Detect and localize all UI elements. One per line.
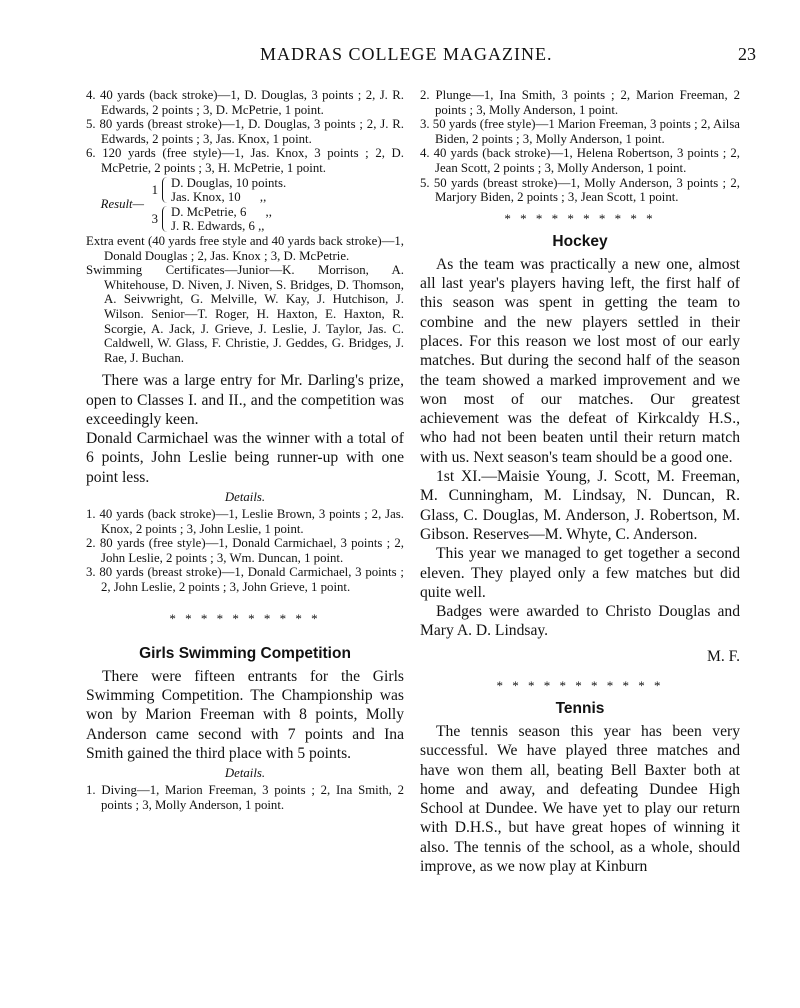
- result-rank: 1: [151, 182, 158, 197]
- section-heading: Hockey: [552, 232, 608, 250]
- darling-paragraph: There was a large entry for Mr. Darling's prize, open to Classes I. and II., and the competition was exceedingly keen.: [86, 372, 404, 428]
- hockey-paragraph: As the team was practically a new one, almost all last year's players having left, the first half of this season was spent in getting the team to combine and the new players settled in their places. For this reason we lost most of our early matches. But during the second half of the season the team showed a marked improvement and we won most of our matches. Our greatest achievement was the defeat of Kirkcaldy H.S., who had not been beaten until their return match with us. Next season's team should be a good one.: [420, 255, 740, 466]
- girls-paragraph: There were fifteen entrants for the Girls Swimming Competition. The Championship was won by Marion Freeman with 8 points, Molly Anderson came second with 7 points and Ina Smith gained the third place with 5 points.: [86, 667, 404, 762]
- tennis-paragraph: The tennis season this year has been very successful. We have played three matches and have won them all, beating Bell Baxter both at home and away, and defeating Dundee High School at Dundee. We have yet to play our return with D.H.S., but have great hopes of winning it also. The tennis of the school, as a whole, should improve, as we now play at Kinburn: [420, 722, 740, 876]
- brace-glyph: [162, 206, 167, 232]
- darling-paragraph: Donald Carmichael was the winner with a total of 6 points, John Leslie being runner-up with one point less.: [86, 430, 404, 486]
- hockey-paragraph: Badges were awarded to Christo Douglas and Mary A. D. Lindsay.: [420, 603, 740, 640]
- result-line: J. R. Edwards, 6 ,,: [171, 219, 265, 234]
- result-block: [86, 176, 404, 234]
- result-label: Result—: [100, 197, 144, 212]
- hockey-paragraph: This year we managed to get together a second eleven. They played only a few matches but did quite well.: [420, 545, 740, 601]
- event-item: 2. Plunge—1, Ina Smith, 3 points ; 2, Marion Freeman, 2 points ; 3, Molly Anderson, 1 point.: [420, 88, 740, 117]
- signature: M. F.: [707, 647, 740, 665]
- event-item: 3. 50 yards (free style)—1 Marion Freeman, 3 points ; 2, Ailsa Biden, 2 points ; 3, Molly Anderson, 1 point.: [420, 117, 740, 146]
- event-item: 4. 40 yards (back stroke)—1, Helena Robertson, 3 points ; 2, Jean Scott, 2 points ; 3, Molly Anderson, 1 point.: [420, 146, 740, 175]
- result-line: Jas. Knox, 10 ,,: [171, 190, 267, 205]
- section-divider: * * * * * * * * * * *: [496, 677, 664, 693]
- page-number: 23: [738, 44, 756, 64]
- brace-glyph: [162, 177, 167, 203]
- left-column: [86, 88, 404, 812]
- result-rank: 3: [151, 212, 158, 227]
- section-divider: * * * * * * * * * *: [169, 610, 321, 626]
- page-header: [0, 44, 800, 68]
- event-item: 4. 40 yards (back stroke)—1, D. Douglas, 3 points ; 2, J. R. Edwards, 2 points ; 3, D. McPetrie, 1 point.: [86, 88, 404, 117]
- result-line: D. McPetrie, 6 ,,: [171, 204, 272, 219]
- event-item: 1. 40 yards (back stroke)—1, Leslie Brown, 3 points ; 2, Jas. Knox, 2 points ; 3, John Leslie, 1 point.: [86, 507, 404, 536]
- result-group: [148, 205, 286, 234]
- extra-event: Extra event (40 yards free style and 40 yards back stroke)—1, Donald Douglas ; 2, Jas. Knox ; 3, D. McPetrie.: [86, 233, 404, 263]
- section-heading: Tennis: [555, 699, 605, 717]
- result-group: [148, 176, 286, 205]
- details-label: Details.: [224, 490, 266, 505]
- event-item: 3. 80 yards (breast stroke)—1, Donald Carmichael, 3 points ; 2, John Leslie, 2 points ; 3, John Grieve, 1 point.: [86, 565, 404, 595]
- section-heading: Girls Swimming Competition: [139, 644, 351, 662]
- result-line: D. Douglas, 10 points.: [171, 175, 287, 190]
- event-item: 5. 80 yards (breast stroke)—1, D. Douglas, 3 points ; 2, J. R. Edwards, 2 points ; 3, Jas. Knox, 1 point.: [86, 117, 404, 146]
- event-item: 1. Diving—1, Marion Freeman, 3 points ; 2, Ina Smith, 2 points ; 3, Molly Anderson, 1 point.: [86, 783, 404, 812]
- hockey-paragraph: 1st XI.—Maisie Young, J. Scott, M. Freeman, M. Cunningham, M. Lindsay, N. Duncan, R. Glass, C. Douglas, M. Anderson, J. Robertson, M. Gibson. Reserves—M. Whyte, C. Anderson.: [420, 468, 740, 543]
- swimming-certificates: Swimming Certificates—Junior—K. Morrison, A. Whitehouse, D. Niven, J. Niven, S. Bridges, D. Thomson, A. Seivwright, G. Melville, W. Kay, J. Hutchison, J. Wilson. Senior—T. Roger, H. Haxton, E. Haxton, R. Scorgie, A. Jack, J. Grieve, J. Leslie, J. Taylor, Jas. C. Caldwell, W. Glass, F. Christie, J. Geddes, G. Bridges, J. Rae, J. Buchan.: [86, 263, 404, 365]
- right-column: [420, 88, 740, 876]
- details-label: Details.: [224, 766, 266, 781]
- event-item: 6. 120 yards (free style)—1, Jas. Knox, 3 points ; 2, D. McPetrie, 2 points ; 3, H. McPetrie, 1 point.: [86, 146, 404, 175]
- section-divider: * * * * * * * * * *: [504, 210, 656, 226]
- event-item: 5. 50 yards (breast stroke)—1, Molly Anderson, 3 points ; 2, Marjory Biden, 2 points ; 3, Jean Scott, 1 point.: [420, 175, 740, 205]
- magazine-title: MADRAS COLLEGE MAGAZINE.: [260, 44, 553, 64]
- event-item: 2. 80 yards (free style)—1, Donald Carmichael, 3 points ; 2, John Leslie, 2 points ; 3, Wm. Duncan, 1 point.: [86, 536, 404, 565]
